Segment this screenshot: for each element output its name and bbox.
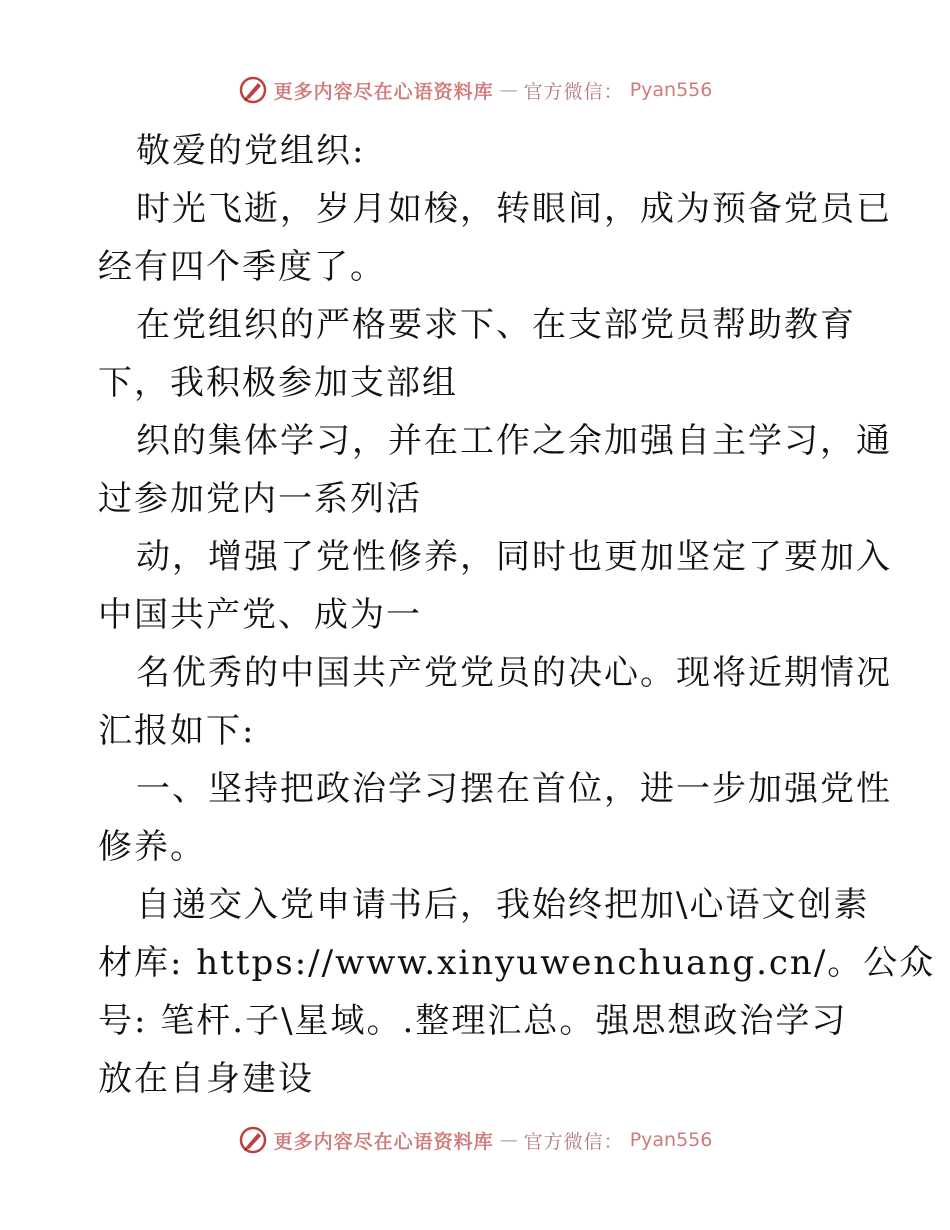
doc-line: 一、坚持把政治学习摆在首位，进一步加强党性 xyxy=(136,769,892,809)
doc-line: 时光飞逝，岁月如梭，转眼间，成为预备党员已 xyxy=(136,189,892,229)
doc-line: 名优秀的中国共产党党员的决心。现将近期情况 xyxy=(136,653,892,693)
doc-line: 中国共产党、成为一 xyxy=(98,595,422,635)
doc-line: 材库: https://www.xinyuwenchuang.cn/。公众 xyxy=(98,943,936,983)
doc-line: 汇报如下: xyxy=(98,711,256,751)
header-wechat-id: Pyan556 xyxy=(629,79,713,101)
footer-banner xyxy=(238,1125,713,1155)
doc-line: 敬爱的党组织: xyxy=(136,131,366,171)
header-sub-text: 官方微信： xyxy=(523,80,624,103)
page-header xyxy=(0,70,950,110)
doc-line: 号: 笔杆.子\星域。.整理汇总。强思想政治学习 xyxy=(98,1001,848,1041)
doc-line: 修养。 xyxy=(98,827,206,867)
footer-dash: — xyxy=(499,1129,518,1151)
pen-logo-icon xyxy=(238,1125,268,1155)
doc-line: 过参加党内一系列活 xyxy=(98,479,422,519)
doc-line: 在党组织的严格要求下、在支部党员帮助教育 xyxy=(136,305,856,345)
header-banner xyxy=(238,75,713,105)
footer-sub-text: 官方微信： xyxy=(523,1130,624,1153)
doc-line: 织的集体学习，并在工作之余加强自主学习，通 xyxy=(136,421,892,461)
header-dash: — xyxy=(499,79,518,101)
doc-line: 下，我积极参加支部组 xyxy=(98,363,458,403)
doc-line: 放在自身建设 xyxy=(98,1059,314,1099)
doc-line: 经有四个季度了。 xyxy=(98,247,386,287)
doc-line: 动，增强了党性修养，同时也更加坚定了要加入 xyxy=(136,537,892,577)
pen-logo-icon xyxy=(238,75,268,105)
page-footer xyxy=(0,1120,950,1160)
header-main-text: 更多内容尽在心语资料库 xyxy=(273,80,494,103)
footer-main-text: 更多内容尽在心语资料库 xyxy=(273,1130,494,1153)
doc-line: 自递交入党申请书后，我始终把加\心语文创素 xyxy=(136,885,870,925)
footer-wechat-id: Pyan556 xyxy=(629,1129,713,1151)
document-body xyxy=(98,122,936,1108)
